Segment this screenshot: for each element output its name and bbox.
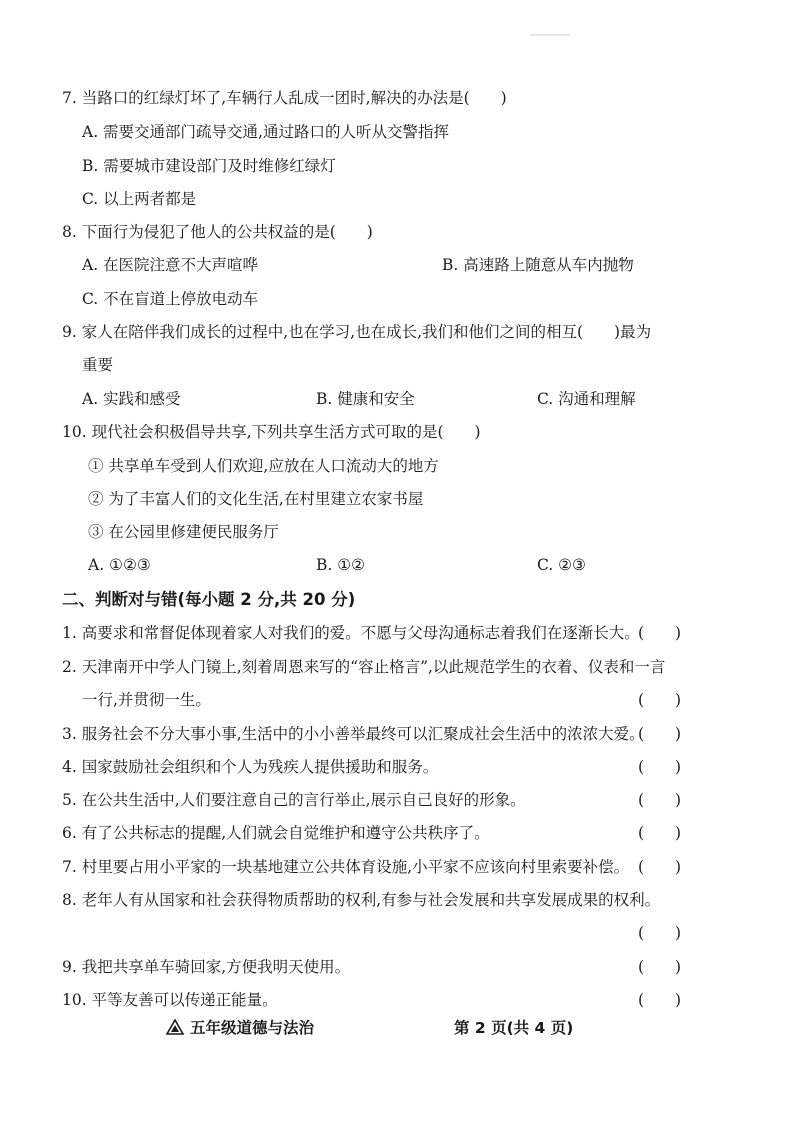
question-9-continued bbox=[0, 349, 794, 381]
question-10-statement-1 bbox=[0, 450, 794, 482]
option-text: A. ①②③ bbox=[88, 556, 151, 574]
tf-item-text: 8. 老年人有从国家和社会获得物质帮助的权利,有参与社会发展和共享发展成果的权利。 bbox=[62, 891, 661, 909]
question-10-statement-2 bbox=[0, 483, 794, 515]
question-7-option-a bbox=[0, 116, 794, 148]
question-stem: 8. 下面行为侵犯了他人的公共权益的是( ) bbox=[62, 223, 373, 241]
option-text: C. 不在盲道上停放电动车 bbox=[82, 290, 259, 308]
option-text: B. 高速路上随意从车内抛物 bbox=[442, 256, 634, 274]
tf-item-text: 1. 高要求和常督促体现着家人对我们的爱。不愿与父母沟通标志着我们在逐渐长大。 bbox=[62, 624, 640, 642]
option-text: C. 沟通和理解 bbox=[537, 390, 636, 408]
answer-parentheses: ( ) bbox=[638, 858, 682, 876]
question-7-option-b bbox=[0, 150, 794, 182]
question-7-option-c bbox=[0, 183, 794, 215]
tf-item-10 bbox=[0, 984, 794, 1016]
tf-item-text-continued: 一行,并贯彻一生。 bbox=[82, 691, 211, 709]
statement-text: ② 为了丰富人们的文化生活,在村里建立农家书屋 bbox=[88, 490, 424, 508]
question-9 bbox=[0, 316, 794, 348]
option-text: B. ①② bbox=[316, 556, 366, 574]
statement-text: ① 共享单车受到人们欢迎,应放在人口流动大的地方 bbox=[88, 457, 439, 475]
tf-item-7 bbox=[0, 851, 794, 883]
tf-item-8 bbox=[0, 884, 794, 916]
option-text: B. 健康和安全 bbox=[316, 390, 415, 408]
tf-item-text: 5. 在公共生活中,人们要注意自己的言行举止,展示自己良好的形象。 bbox=[62, 791, 526, 809]
tf-item-text: 7. 村里要占用小平家的一块基地建立公共体育设施,小平家不应该向村里索要补偿。 bbox=[62, 858, 630, 876]
answer-parentheses: ( ) bbox=[638, 791, 682, 809]
question-7 bbox=[0, 82, 794, 114]
option-text: C. 以上两者都是 bbox=[82, 190, 197, 208]
answer-parentheses: ( ) bbox=[638, 758, 682, 776]
tf-item-text: 10. 平等友善可以传递正能量。 bbox=[62, 991, 278, 1009]
tf-item-6 bbox=[0, 817, 794, 849]
question-stem-continued: 重要 bbox=[82, 356, 114, 374]
tf-item-3 bbox=[0, 718, 794, 750]
tf-item-2-continued bbox=[0, 684, 794, 716]
tf-item-text: 2. 天津南开中学人门镜上,刻着周恩来写的“容止格言”,以此规范学生的衣着、仪表和一言 bbox=[62, 658, 666, 676]
answer-parentheses: ( ) bbox=[638, 691, 682, 709]
answer-parentheses: ( ) bbox=[638, 624, 682, 642]
scan-artifact bbox=[530, 34, 570, 36]
question-stem: 10. 现代社会积极倡导共享,下列共享生活方式可取的是( ) bbox=[62, 423, 481, 441]
tf-item-4 bbox=[0, 751, 794, 783]
tf-item-text: 6. 有了公共标志的提醒,人们就会自觉维护和遵守公共秩序了。 bbox=[62, 824, 490, 842]
section-title: 二、判断对与错(每小题 2 分,共 20 分) bbox=[62, 590, 356, 609]
question-8-option-c bbox=[0, 283, 794, 315]
question-8 bbox=[0, 216, 794, 248]
answer-parentheses: ( ) bbox=[638, 725, 682, 743]
tf-item-9 bbox=[0, 951, 794, 983]
question-8-options-ab bbox=[0, 249, 794, 281]
footer-page-number: 第 2 页(共 4 页) bbox=[454, 1019, 574, 1037]
question-10-statement-3 bbox=[0, 516, 794, 548]
option-text: C. ②③ bbox=[537, 556, 586, 574]
question-10 bbox=[0, 416, 794, 448]
question-stem: 7. 当路口的红绿灯坏了,车辆行人乱成一团时,解决的办法是( ) bbox=[62, 89, 507, 107]
option-text: A. 需要交通部门疏导交通,通过路口的人听从交警指挥 bbox=[82, 123, 449, 141]
option-text: A. 实践和感受 bbox=[82, 390, 181, 408]
option-text: A. 在医院注意不大声喧哗 bbox=[82, 256, 259, 274]
option-text: B. 需要城市建设部门及时维修红绿灯 bbox=[82, 157, 336, 175]
tf-item-8-answer-line bbox=[0, 917, 794, 949]
tf-item-2 bbox=[0, 651, 794, 683]
question-9-options bbox=[0, 383, 794, 415]
tf-item-text: 9. 我把共享单车骑回家,方便我明天使用。 bbox=[62, 958, 351, 976]
tf-item-text: 3. 服务社会不分大事小事,生活中的小小善举最终可以汇聚成社会生活中的浓浓大爱。 bbox=[62, 725, 645, 743]
footer-subject: 五年级道德与法治 bbox=[190, 1019, 315, 1037]
tf-item-text: 4. 国家鼓励社会组织和个人为残疾人提供援助和服务。 bbox=[62, 758, 439, 776]
question-stem: 9. 家人在陪伴我们成长的过程中,也在学习,也在成长,我们和他们之间的相互( )最为 bbox=[62, 323, 652, 341]
answer-parentheses: ( ) bbox=[638, 991, 682, 1009]
answer-parentheses: ( ) bbox=[638, 958, 682, 976]
publisher-logo-icon bbox=[166, 1019, 184, 1035]
tf-item-5 bbox=[0, 784, 794, 816]
tf-item-1 bbox=[0, 617, 794, 649]
question-10-options bbox=[0, 549, 794, 581]
answer-parentheses: ( ) bbox=[638, 924, 682, 942]
answer-parentheses: ( ) bbox=[638, 824, 682, 842]
statement-text: ③ 在公园里修建便民服务厅 bbox=[88, 523, 279, 541]
